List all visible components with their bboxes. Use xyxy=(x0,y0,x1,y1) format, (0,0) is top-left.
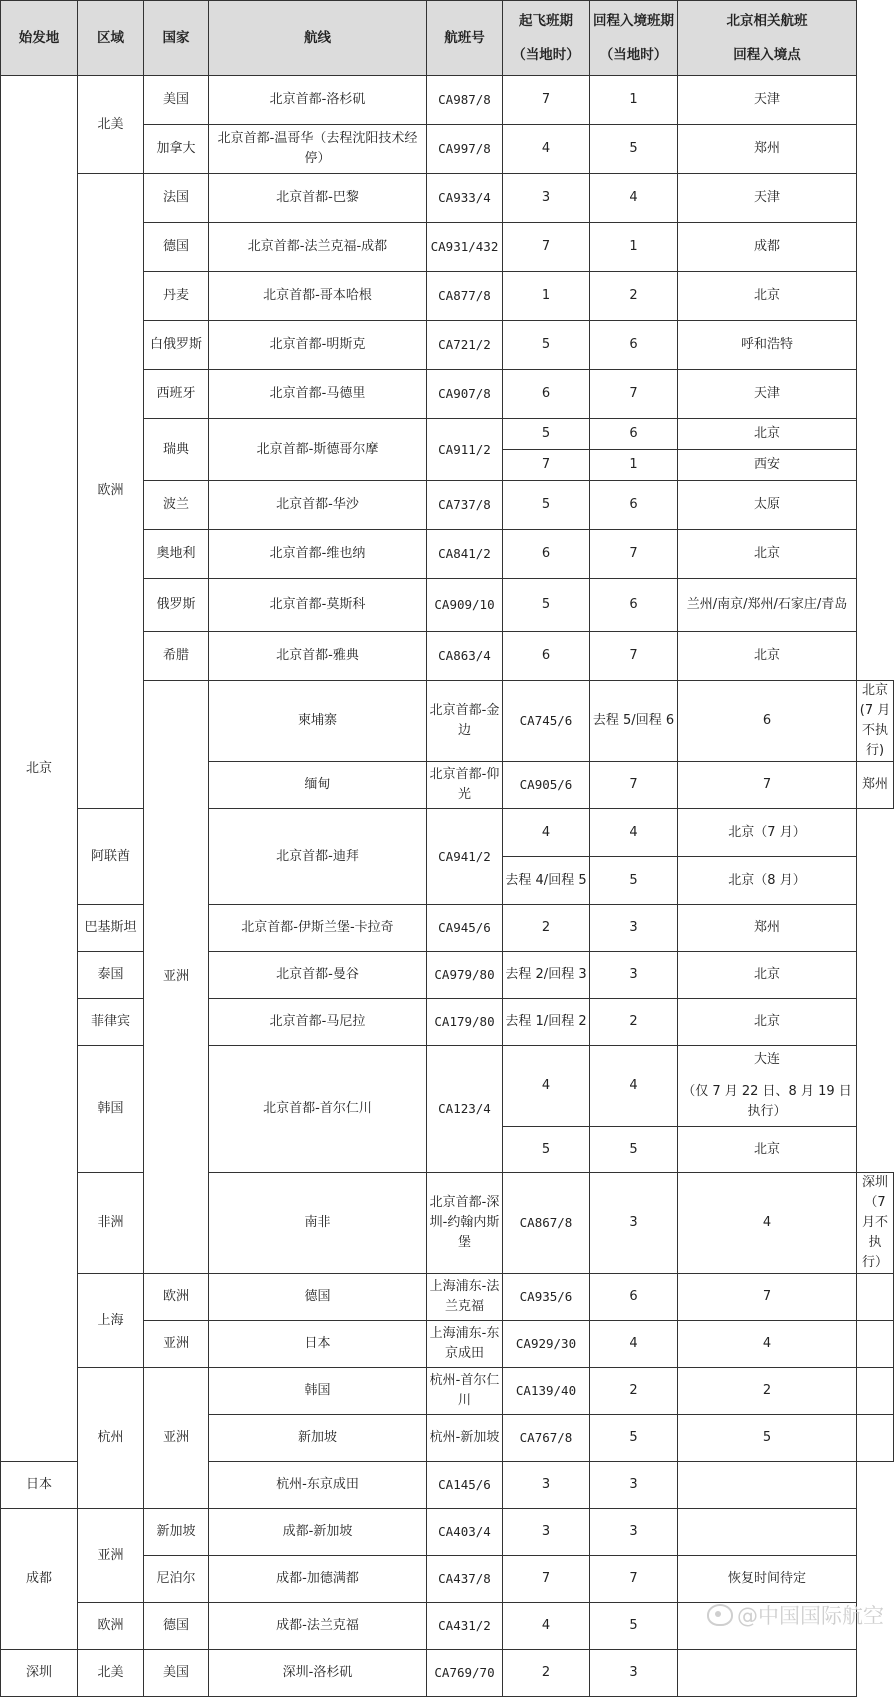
table-row xyxy=(1,952,894,999)
origin-cell: 深圳 xyxy=(1,1650,78,1697)
entry-cell xyxy=(857,1274,894,1321)
depart-cell: 6 xyxy=(503,632,590,681)
route-cell: 北京首都-华沙 xyxy=(209,481,427,530)
header-return xyxy=(590,1,678,76)
country-cell: 白俄罗斯 xyxy=(144,321,209,370)
return-cell: 4 xyxy=(678,1173,857,1274)
route-cell: 成都-新加坡 xyxy=(209,1509,427,1556)
route-cell: 北京首都-洛杉矶 xyxy=(209,76,427,125)
entry-cell: 北京 xyxy=(678,530,857,579)
entry-cell: 深圳（7 月不执行） xyxy=(857,1173,894,1274)
country-cell: 新加坡 xyxy=(209,1415,427,1462)
country-cell: 西班牙 xyxy=(144,370,209,419)
flight-cell: CA179/80 xyxy=(427,999,503,1046)
route-cell: 杭州-东京成田 xyxy=(209,1462,427,1509)
region-cell: 北美 xyxy=(78,76,144,174)
entry-cell: 北京（8 月） xyxy=(678,857,857,905)
weibo-icon xyxy=(707,1604,733,1626)
region-cell: 亚洲 xyxy=(144,1321,209,1368)
table-row xyxy=(1,1650,894,1697)
depart-cell: 1 xyxy=(503,272,590,321)
return-cell: 5 xyxy=(590,1603,678,1650)
return-cell: 7 xyxy=(590,370,678,419)
entry-cell: 恢复时间待定 xyxy=(678,1556,857,1603)
region-cell: 非洲 xyxy=(78,1173,144,1274)
route-cell: 北京首都-曼谷 xyxy=(209,952,427,999)
depart-cell: 3 xyxy=(590,1173,678,1274)
return-cell: 4 xyxy=(678,1321,857,1368)
flight-cell: CA403/4 xyxy=(427,1509,503,1556)
return-cell: 4 xyxy=(590,174,678,223)
region-cell: 欧洲 xyxy=(78,174,144,809)
route-cell: 北京首都-迪拜 xyxy=(209,809,427,905)
header-entry-line2: 回程入境点 xyxy=(733,47,801,63)
country-cell: 日本 xyxy=(209,1321,427,1368)
route-cell: 北京首都-伊斯兰堡-卡拉奇 xyxy=(209,905,427,952)
region-cell: 亚洲 xyxy=(78,1509,144,1603)
entry-cell: 呼和浩特 xyxy=(678,321,857,370)
country-cell: 俄罗斯 xyxy=(144,579,209,632)
depart-cell: 7 xyxy=(503,1556,590,1603)
header-return-line1: 回程入境班期 xyxy=(593,13,674,29)
watermark xyxy=(707,1600,884,1630)
return-cell: 7 xyxy=(678,1274,857,1321)
entry-cell: 北京（7 月） xyxy=(678,809,857,857)
depart-cell: 2 xyxy=(503,905,590,952)
flight-cell: CA737/8 xyxy=(427,481,503,530)
depart-cell: 4 xyxy=(503,125,590,174)
country-cell: 德国 xyxy=(144,223,209,272)
country-cell: 日本 xyxy=(1,1462,78,1509)
depart-cell: 4 xyxy=(503,809,590,857)
entry-cell xyxy=(678,1650,857,1697)
depart-cell: 7 xyxy=(590,762,678,809)
return-cell: 3 xyxy=(590,1509,678,1556)
route-cell: 北京首都-维也纳 xyxy=(209,530,427,579)
origin-cell: 成都 xyxy=(1,1509,78,1650)
return-cell: 6 xyxy=(590,321,678,370)
route-cell: 杭州-首尔仁川 xyxy=(427,1368,503,1415)
flight-cell: CA979/80 xyxy=(427,952,503,999)
header-country: 国家 xyxy=(144,1,209,76)
table-row xyxy=(1,76,894,125)
flight-cell: CA909/10 xyxy=(427,579,503,632)
flight-cell: CA769/70 xyxy=(427,1650,503,1697)
route-cell: 北京首都-巴黎 xyxy=(209,174,427,223)
country-cell: 波兰 xyxy=(144,481,209,530)
return-cell: 6 xyxy=(590,481,678,530)
return-cell: 3 xyxy=(590,905,678,952)
return-cell: 3 xyxy=(590,952,678,999)
depart-cell: 3 xyxy=(503,174,590,223)
depart-cell: 2 xyxy=(503,1650,590,1697)
entry-cell: 北京 xyxy=(678,1127,857,1173)
return-cell: 3 xyxy=(590,1650,678,1697)
header-row xyxy=(1,1,894,76)
flight-cell: CA929/30 xyxy=(503,1321,590,1368)
country-cell: 希腊 xyxy=(144,632,209,681)
country-cell: 奥地利 xyxy=(144,530,209,579)
depart-cell: 6 xyxy=(503,370,590,419)
entry-cell: 天津 xyxy=(678,76,857,125)
return-cell: 7 xyxy=(590,1556,678,1603)
entry-cell: 北京 xyxy=(678,272,857,321)
depart-cell: 3 xyxy=(503,1462,590,1509)
entry-cell: 兰州/南京/郑州/石家庄/青岛 xyxy=(678,579,857,632)
country-cell: 新加坡 xyxy=(144,1509,209,1556)
depart-cell: 3 xyxy=(503,1509,590,1556)
region-cell: 亚洲 xyxy=(144,681,209,1274)
return-cell: 5 xyxy=(590,1127,678,1173)
entry-cell: 成都 xyxy=(678,223,857,272)
header-flight-no: 航班号 xyxy=(427,1,503,76)
country-cell: 法国 xyxy=(144,174,209,223)
country-cell: 菲律宾 xyxy=(78,999,144,1046)
region-cell: 北美 xyxy=(78,1650,144,1697)
flight-cell: CA911/2 xyxy=(427,419,503,481)
watermark-text: @中国国际航空 xyxy=(737,1604,884,1628)
entry-cell: 太原 xyxy=(678,481,857,530)
country-cell: 巴基斯坦 xyxy=(78,905,144,952)
country-cell: 德国 xyxy=(144,1603,209,1650)
return-cell: 7 xyxy=(590,632,678,681)
country-cell: 缅甸 xyxy=(209,762,427,809)
route-cell: 北京首都-金边 xyxy=(427,681,503,762)
entry-cell: 北京 xyxy=(678,419,857,450)
route-cell: 北京首都-仰光 xyxy=(427,762,503,809)
depart-cell: 5 xyxy=(503,579,590,632)
entry-cell: 天津 xyxy=(678,174,857,223)
flight-cell: CA431/2 xyxy=(427,1603,503,1650)
depart-cell: 7 xyxy=(503,450,590,481)
table-row xyxy=(1,1274,894,1321)
depart-cell: 5 xyxy=(590,1415,678,1462)
flight-cell: CA437/8 xyxy=(427,1556,503,1603)
country-cell: 韩国 xyxy=(78,1046,144,1173)
depart-cell: 6 xyxy=(503,530,590,579)
route-cell: 成都-加德满都 xyxy=(209,1556,427,1603)
depart-cell: 7 xyxy=(503,76,590,125)
entry-note: （仅 7 月 22 日、8 月 19 日执行） xyxy=(682,1084,852,1119)
depart-cell: 4 xyxy=(503,1603,590,1650)
return-cell: 2 xyxy=(590,999,678,1046)
flight-cell: CA945/6 xyxy=(427,905,503,952)
entry-cell: 北京(7 月不执行) xyxy=(857,681,894,762)
entry-cell: 北京 xyxy=(678,952,857,999)
entry-city: 大连 xyxy=(753,1052,780,1067)
depart-cell: 5 xyxy=(503,419,590,450)
return-cell: 5 xyxy=(678,1415,857,1462)
depart-cell: 4 xyxy=(590,1321,678,1368)
country-cell: 瑞典 xyxy=(144,419,209,481)
table-row xyxy=(1,905,894,952)
country-cell: 美国 xyxy=(144,1650,209,1697)
route-cell: 北京首都-马尼拉 xyxy=(209,999,427,1046)
route-cell: 北京首都-斯德哥尔摩 xyxy=(209,419,427,481)
flight-cell: CA863/4 xyxy=(427,632,503,681)
table-row xyxy=(1,1368,894,1415)
flight-cell: CA123/4 xyxy=(427,1046,503,1173)
depart-cell: 6 xyxy=(590,1274,678,1321)
depart-cell: 2 xyxy=(590,1368,678,1415)
header-return-line2: （当地时） xyxy=(599,47,668,63)
country-cell: 尼泊尔 xyxy=(144,1556,209,1603)
country-cell: 加拿大 xyxy=(144,125,209,174)
depart-cell: 5 xyxy=(503,481,590,530)
flight-cell: CA997/8 xyxy=(427,125,503,174)
region-cell: 亚洲 xyxy=(144,1368,209,1509)
return-cell: 3 xyxy=(590,1462,678,1509)
return-cell: 1 xyxy=(590,76,678,125)
entry-cell: 北京 xyxy=(678,999,857,1046)
table-row xyxy=(1,174,894,223)
flight-cell: CA721/2 xyxy=(427,321,503,370)
flight-cell: CA841/2 xyxy=(427,530,503,579)
route-cell: 北京首都-马德里 xyxy=(209,370,427,419)
return-cell: 5 xyxy=(590,857,678,905)
country-cell: 德国 xyxy=(209,1274,427,1321)
country-cell: 柬埔寨 xyxy=(209,681,427,762)
header-origin: 始发地 xyxy=(1,1,78,76)
route-cell: 北京首都-明斯克 xyxy=(209,321,427,370)
return-cell: 7 xyxy=(590,530,678,579)
flight-cell: CA933/4 xyxy=(427,174,503,223)
route-cell: 北京首都-哥本哈根 xyxy=(209,272,427,321)
entry-cell: 郑州 xyxy=(857,762,894,809)
flight-cell: CA905/6 xyxy=(503,762,590,809)
route-cell: 深圳-洛杉矶 xyxy=(209,1650,427,1697)
return-cell: 2 xyxy=(678,1368,857,1415)
flight-cell: CA987/8 xyxy=(427,76,503,125)
entry-cell: 西安 xyxy=(678,450,857,481)
table-row xyxy=(1,1509,894,1556)
route-cell: 北京首都-首尔仁川 xyxy=(209,1046,427,1173)
route-cell: 北京首都-法兰克福-成都 xyxy=(209,223,427,272)
return-cell: 2 xyxy=(590,272,678,321)
return-cell: 4 xyxy=(590,1046,678,1127)
entry-cell: 北京 xyxy=(678,632,857,681)
origin-cell: 北京 xyxy=(1,76,78,1462)
header-depart xyxy=(503,1,590,76)
entry-cell xyxy=(857,1321,894,1368)
region-cell: 欧洲 xyxy=(78,1603,144,1650)
header-region: 区域 xyxy=(78,1,144,76)
depart-cell: 4 xyxy=(503,1046,590,1127)
flight-cell: CA931/432 xyxy=(427,223,503,272)
country-cell: 南非 xyxy=(209,1173,427,1274)
flight-cell: CA867/8 xyxy=(503,1173,590,1274)
depart-cell: 去程 4/回程 5 xyxy=(503,857,590,905)
header-depart-line2: （当地时） xyxy=(512,47,580,63)
entry-cell: 郑州 xyxy=(678,905,857,952)
country-cell: 美国 xyxy=(144,76,209,125)
entry-cell xyxy=(857,1368,894,1415)
country-cell: 阿联酋 xyxy=(78,809,144,905)
depart-cell: 去程 5/回程 6 xyxy=(590,681,678,762)
depart-cell: 7 xyxy=(503,223,590,272)
return-cell: 1 xyxy=(590,450,678,481)
origin-cell: 上海 xyxy=(78,1274,144,1368)
route-cell: 成都-法兰克福 xyxy=(209,1603,427,1650)
header-entry xyxy=(678,1,857,76)
depart-cell: 去程 2/回程 3 xyxy=(503,952,590,999)
header-depart-line1: 起飞班期 xyxy=(519,13,573,29)
entry-cell: 郑州 xyxy=(678,125,857,174)
route-cell: 上海浦东-法兰克福 xyxy=(427,1274,503,1321)
table-row xyxy=(1,999,894,1046)
table-row xyxy=(1,1046,894,1127)
route-cell: 杭州-新加坡 xyxy=(427,1415,503,1462)
return-cell: 6 xyxy=(678,681,857,762)
flight-cell: CA935/6 xyxy=(503,1274,590,1321)
entry-cell: 天津 xyxy=(678,370,857,419)
route-cell: 北京首都-莫斯科 xyxy=(209,579,427,632)
header-route: 航线 xyxy=(209,1,427,76)
entry-cell xyxy=(678,1462,857,1509)
return-cell: 5 xyxy=(590,125,678,174)
return-cell: 1 xyxy=(590,223,678,272)
table-row xyxy=(1,809,894,857)
route-cell: 北京首都-温哥华（去程沈阳技术经停） xyxy=(209,125,427,174)
flight-cell: CA745/6 xyxy=(503,681,590,762)
entry-cell xyxy=(678,1046,857,1127)
flight-cell: CA139/40 xyxy=(503,1368,590,1415)
entry-cell xyxy=(678,1509,857,1556)
flight-cell: CA877/8 xyxy=(427,272,503,321)
return-cell: 6 xyxy=(590,579,678,632)
flight-cell: CA767/8 xyxy=(503,1415,590,1462)
depart-cell: 5 xyxy=(503,321,590,370)
origin-cell: 杭州 xyxy=(78,1368,144,1509)
flight-cell: CA941/2 xyxy=(427,809,503,905)
flight-cell: CA145/6 xyxy=(427,1462,503,1509)
entry-cell xyxy=(857,1415,894,1462)
country-cell: 丹麦 xyxy=(144,272,209,321)
return-cell: 4 xyxy=(590,809,678,857)
table-row xyxy=(1,1173,894,1274)
header-entry-line1: 北京相关航班 xyxy=(726,13,808,29)
route-cell: 北京首都-深圳-约翰内斯堡 xyxy=(427,1173,503,1274)
region-cell: 欧洲 xyxy=(144,1274,209,1321)
depart-cell: 去程 1/回程 2 xyxy=(503,999,590,1046)
route-cell: 上海浦东-东京成田 xyxy=(427,1321,503,1368)
depart-cell: 5 xyxy=(503,1127,590,1173)
return-cell: 7 xyxy=(678,762,857,809)
return-cell: 6 xyxy=(590,419,678,450)
route-cell: 北京首都-雅典 xyxy=(209,632,427,681)
country-cell: 泰国 xyxy=(78,952,144,999)
country-cell: 韩国 xyxy=(209,1368,427,1415)
flight-cell: CA907/8 xyxy=(427,370,503,419)
